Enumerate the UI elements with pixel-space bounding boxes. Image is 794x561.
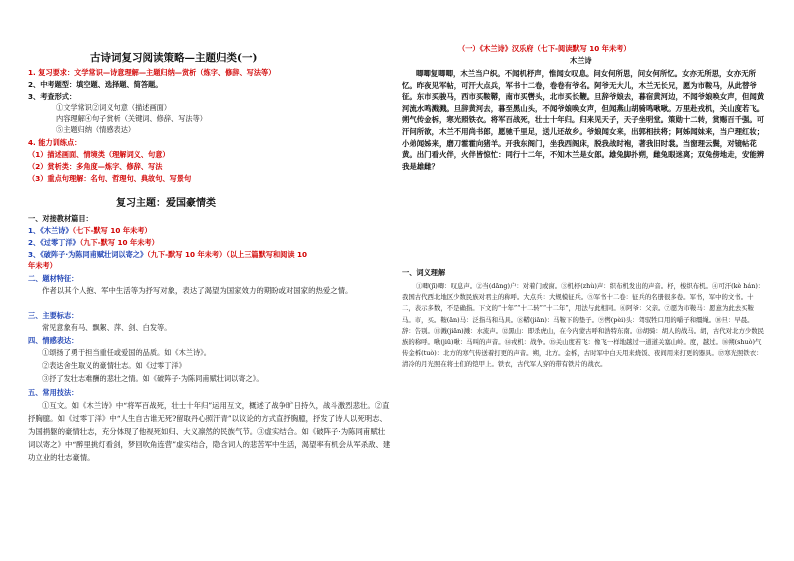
requirement-line (28, 68, 275, 77)
text-item (28, 226, 152, 235)
ability-heading: 4. 能力训练点： (28, 138, 82, 147)
ability-item: （3）重点句理解：名句、哲理句、典故句、写景句 (28, 174, 192, 183)
ability-item: （2）赏析类：多角度—炼字、修辞、写法 (28, 162, 163, 171)
poem-body: 唧唧复唧唧，木兰当户织。不闻机杼声，惟闻女叹息。问女何所思，问女何所忆。女亦无所思，女亦无所忆。昨夜见军帖，可汗大点兵，军书十二卷，卷卷有爷名。阿爷无大儿，木兰无长兄，愿为市鞍马，从此替爷征。东市买骏马，西市买鞍鞯，南市买辔头，北市买长鞭。旦辞爷娘去，暮宿黄河边，不闻爷娘唤女声，但闻黄河流水鸣溅溅。旦辞黄河去，暮至黑山头，不闻爷娘唤女声，但闻燕山胡骑鸣啾啾。万里赴戎机，关山度若飞。朔气传金柝，寒光照铁衣。将军百战死，壮士十年归。归来见天子，天子坐明堂。策勋十二转，赏赐百千强。可汗问所欲，木兰不用尚书郎，愿驰千里足，送儿还故乡。爷娘闻女来，出郭相扶将；阿姊闻妹来，当户理红妆；小弟闻姊来，磨刀霍霍向猪羊。开我东阁门，坐我西阁床，脱我战时袍，著我旧时裳。当窗理云鬓，对镜帖花黄。出门看火伴，火伴皆惊忙：同行十二年，不知木兰是女郎。雄兔脚扑朔，雌兔眼迷离；双兔傍地走，安能辨我是雄雌？ (402, 69, 765, 171)
left-column (28, 0, 396, 561)
exam-form-item: 内容理解④句子赏析（关键词、修辞、写法等） (56, 114, 207, 123)
exam-form-item: ⑤主题归纳（情感表达） (56, 125, 136, 134)
section-heading: 一、对接教材篇目： (28, 214, 93, 223)
section-heading: 五、常用技法： (28, 388, 79, 397)
paragraph: 作者以其个人抱、军中生活等为抒写对象，表达了渴望为国家效力的期盼或对国家的热爱之情。 (42, 286, 353, 295)
emotion-item: ②表达舍生取义的豪情壮志。如《过零丁洋》 (42, 361, 186, 370)
text-item (28, 250, 307, 259)
requirement-text: 文学常识—诗意理解—主题归纳—赏析（炼字、修辞、写法等） (74, 68, 276, 77)
notes-body: ①唧(jī)唧：叹息声。②当(dāng)户：对着门或窗。③机杼(zhù)声：织布机发出的声音。杼，梭织布机。④可汗(kè hán)：我国古代西北地区少数民族对君主的称呼。大点兵：大规模征兵。⑤军书十二卷：征兵的名册很多卷。军书，军中的文书。十二，表示多数，不是确指。下文的“十年”“十二转”“十二年”，用法与此相同。⑥阿爷：父亲。⑦愿为市鞍马：愿意为此去买鞍马。市，买。鞍(ān)马：泛指马和马具。⑧鞯(jiān)：马鞍下的垫子。⑨辔(pèi)头：驾驭牲口用的嚼子和缰绳。⑩旦：早晨。辞：告别。⑪溅(jiān)溅：水流声。⑫黑山：即杀虎山，在今内蒙古呼和浩特东南。⑬胡骑：胡人的战马。胡，古代对北方少数民族的称呼。啾(jiū)啾：马叫的声音。⑭戎机：战争。⑮关山度若飞：像飞一样地越过一道道关塞山岭。度，越过。⑯朔(shuò)气传金柝(tuò)：北方的寒气传送着打更的声音。朔，北方。金柝，古时军中白天用来烧饭、夜间用来打更的器具。⑰寒光照铁衣：清冷的月光照在将士们的铠甲上。铁衣，古代军人穿的带有铁片的战衣。 (402, 282, 765, 369)
poem-heading (458, 44, 631, 53)
text-item (28, 238, 159, 247)
requirement-label: 1. 复习要求： (28, 68, 75, 77)
text-title: 3、《破阵子·为陈同甫赋壮词以寄之》 (28, 250, 148, 259)
emotion-item: ③抒了发壮志难酬的悲壮之情。如《破阵子·为陈同甫赋壮词以寄之》。 (42, 374, 264, 383)
exam-form-item: ①文学常识②词义句意（描述画面） (56, 103, 172, 112)
text-extra: （以上三篇默写和阅读 10 (226, 250, 308, 259)
paragraph: 常见意象有马、飘絮、萍、剑、白发等。 (42, 323, 172, 332)
right-column (402, 0, 768, 561)
exam-form-line: 3、考查形式： (28, 92, 77, 101)
poem-title: 木兰诗 (570, 56, 592, 65)
poem-heading-title: （一）《木兰诗》汉乐府 (458, 44, 534, 53)
text-note: （九下-默写 10 年未考） (147, 250, 227, 259)
text-title: 2、《过零丁洋》 (28, 238, 80, 247)
text-title: 1、《木兰诗》 (28, 226, 73, 235)
exam-type-line: 2、中考题型：填空题、选择题、简答题。 (28, 80, 163, 89)
paragraph: ①互文。如《木兰诗》中“将军百战死，壮士十年归”运用互文，概述了战争旷日持久，战斗激烈悲壮。②直抒胸臆。如《过零丁洋》中“人生自古谁无死?留取丹心照汗青”以议论的方式直抒胸臆，抒发了诗人以死明志、为国捐躯的豪情壮志，充分体现了他视死如归、大义凛然的民族气节。③虚实结合。如《破阵子·为陈同甫赋壮词以寄之》中“醉里挑灯看剑，梦回吹角连营”虚实结合，隐含词人的悲苦军中生活，渴望率有机会从军杀敌、建功立业的壮志豪情。 (28, 401, 391, 462)
theme-title: 复习主题：爱国豪情类 (116, 198, 216, 209)
section-heading: 二、题材特征： (28, 274, 79, 283)
section-heading: 三、主要标志： (28, 311, 79, 320)
text-item: 年未考） (28, 261, 57, 270)
poem-heading-note: （七下-阅读默写 10 年未考） (533, 44, 631, 53)
page-title: 古诗词复习阅读策略—主题归类(一) (90, 52, 258, 64)
emotion-item: ①颂扬了勇于担当重任或爱国的品质。如《木兰诗》。 (42, 348, 211, 357)
text-note: （九下-默写 10 年未考） (79, 238, 159, 247)
section-heading: 一、词义理解 (402, 268, 446, 277)
ability-item: （1）描述画面、情境类（理解词义、句意） (28, 150, 170, 159)
section-heading: 四、情感表达： (28, 336, 79, 345)
text-note: （七下-默写 10 年未考） (72, 226, 152, 235)
